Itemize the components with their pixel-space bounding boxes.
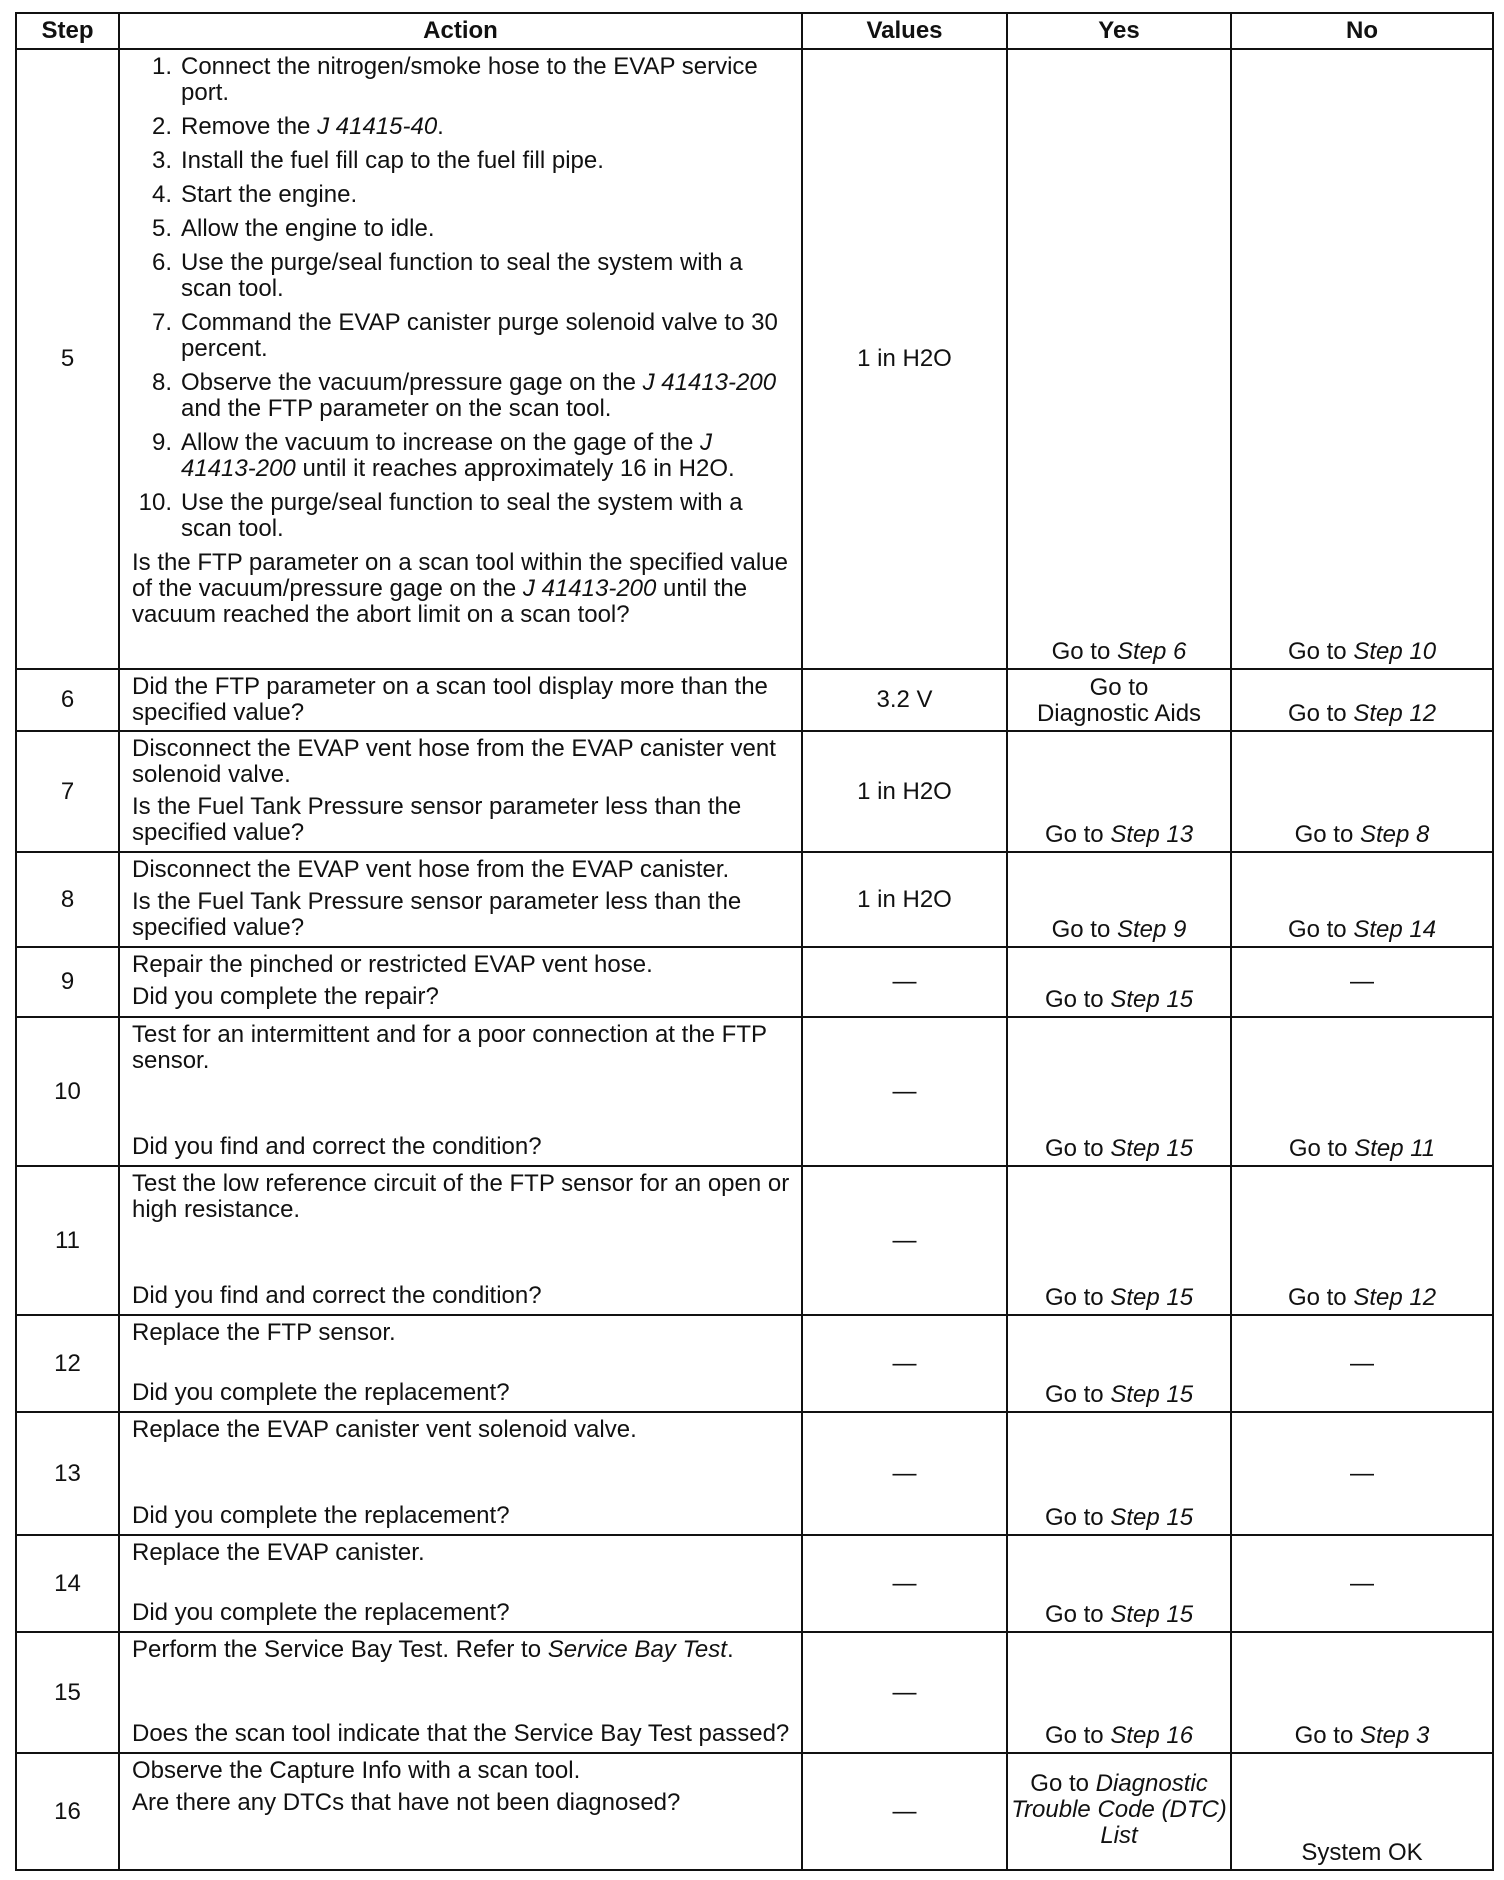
step-number: 8 — [16, 852, 119, 947]
list-item: 3. Install the fuel fill cap to the fuel fill pipe. — [151, 147, 604, 174]
question-text: Did you complete the repair? — [132, 983, 439, 1010]
step-link: Step 15 — [1110, 1504, 1194, 1531]
instruction-text: Repair the pinched or restricted EVAP vent hose. — [132, 951, 653, 978]
question-text: Did you complete the replacement? — [132, 1502, 510, 1529]
no-cell: — — [1231, 947, 1493, 1017]
step-link: Step 6 — [1116, 638, 1187, 665]
tool-reference: J 41413-200 — [522, 575, 657, 602]
no-cell: Go to Step 8 — [1231, 731, 1493, 852]
value-cell: 1 in H2O — [802, 49, 1007, 669]
yes-cell: Go to Step 15 — [1007, 1017, 1231, 1166]
no-cell: — — [1231, 1412, 1493, 1535]
action-cell — [119, 1412, 802, 1535]
instruction-text: Disconnect the EVAP vent hose from the EVAP canister. — [132, 856, 730, 883]
step-link: Step 12 — [1353, 1284, 1437, 1311]
yes-cell: Go to Diagnostic Trouble Code (DTC) List — [1007, 1753, 1231, 1870]
table-row-step-5 — [16, 49, 1493, 669]
instruction-text: Observe the Capture Info with a scan tool. — [132, 1757, 581, 1784]
no-cell: — — [1231, 1315, 1493, 1412]
action-cell — [119, 1315, 802, 1412]
tool-reference: J 41415-40 — [317, 113, 438, 140]
list-item: 4. Start the engine. — [151, 181, 358, 208]
value-cell: 1 in H2O — [802, 731, 1007, 852]
instruction-text: Test the low reference circuit of the FTP sensor for an open or high resistance. — [132, 1170, 790, 1223]
value-cell: — — [802, 1166, 1007, 1315]
step-link: Step 15 — [1110, 1381, 1194, 1408]
no-cell: Go to Step 11 — [1231, 1017, 1493, 1166]
yes-cell: Go to Step 15 — [1007, 1535, 1231, 1632]
list-item: 7. Command the EVAP canister purge solenoid valve to 30 percent. — [151, 309, 778, 362]
step-number: 16 — [16, 1753, 119, 1870]
step-link: Step 11 — [1354, 1135, 1436, 1162]
yes-cell: Go to Step 15 — [1007, 1166, 1231, 1315]
procedure-list — [132, 54, 791, 542]
table-row-step-7 — [16, 731, 1493, 852]
yes-cell: Go to Step 16 — [1007, 1632, 1231, 1753]
step-link: Step 15 — [1110, 986, 1194, 1013]
step-link: Step 15 — [1110, 1284, 1194, 1311]
value-cell: — — [802, 1315, 1007, 1412]
action-cell — [119, 1166, 802, 1315]
question-text: Did you complete the replacement? — [132, 1599, 510, 1626]
instruction-text: Replace the FTP sensor. — [132, 1319, 396, 1346]
tool-reference: J 41413-200 — [642, 369, 777, 396]
no-cell: Go to Step 12 — [1231, 1166, 1493, 1315]
list-item: 1. Connect the nitrogen/smoke hose to the EVAP service port. — [151, 53, 758, 106]
action-cell — [119, 731, 802, 852]
instruction-text: Replace the EVAP canister vent solenoid valve. — [132, 1416, 637, 1443]
table-row-step-12 — [16, 1315, 1493, 1412]
step-number: 12 — [16, 1315, 119, 1412]
question-text: Does the scan tool indicate that the Service Bay Test passed? — [132, 1720, 790, 1747]
list-item: 9. Allow the vacuum to increase on the gage of the J 41413-200 until it reaches approximately 16 in H2O. — [151, 429, 735, 482]
yes-cell: Go to Step 15 — [1007, 1412, 1231, 1535]
action-cell — [119, 1535, 802, 1632]
action-cell — [119, 669, 802, 731]
step-number: 9 — [16, 947, 119, 1017]
table-row-step-15 — [16, 1632, 1493, 1753]
action-cell — [119, 1753, 802, 1870]
table-row-step-10 — [16, 1017, 1493, 1166]
table-row-step-16 — [16, 1753, 1493, 1870]
tool-reference: J 41413-200 — [181, 429, 712, 482]
step-link: Step 3 — [1359, 1722, 1430, 1749]
step-number: 7 — [16, 731, 119, 852]
no-cell: Go to Step 3 — [1231, 1632, 1493, 1753]
list-item: 5. Allow the engine to idle. — [151, 215, 435, 242]
step-link: Step 10 — [1353, 638, 1437, 665]
value-cell: — — [802, 1412, 1007, 1535]
yes-cell: Go to Step 13 — [1007, 731, 1231, 852]
table-row-step-6 — [16, 669, 1493, 731]
list-item: 6. Use the purge/seal function to seal the system with a scan tool. — [151, 249, 743, 302]
header-yes: Yes — [1007, 13, 1231, 49]
yes-cell: Go to Step 15 — [1007, 1315, 1231, 1412]
procedure-reference: Service Bay Test — [547, 1636, 727, 1663]
step-number: 5 — [16, 49, 119, 669]
list-item: 2. Remove the J 41415-40. — [151, 113, 444, 140]
header-values: Values — [802, 13, 1007, 49]
value-cell: — — [802, 1017, 1007, 1166]
action-cell — [119, 947, 802, 1017]
table-row-step-9 — [16, 947, 1493, 1017]
no-cell: Go to Step 14 — [1231, 852, 1493, 947]
table-row-step-8 — [16, 852, 1493, 947]
step-link: Step 13 — [1110, 821, 1194, 848]
value-cell: — — [802, 1753, 1007, 1870]
step-link: Diagnostic Trouble Code (DTC) List — [1011, 1770, 1227, 1849]
no-cell: — — [1231, 1535, 1493, 1632]
step-link: Step 15 — [1110, 1135, 1194, 1162]
yes-cell: Go to Diagnostic Aids — [1007, 669, 1231, 731]
question-text: Is the Fuel Tank Pressure sensor parameter less than the specified value? — [132, 793, 742, 846]
step-link: Step 16 — [1110, 1722, 1194, 1749]
step-link: Step 12 — [1353, 700, 1437, 727]
yes-cell: Go to Step 9 — [1007, 852, 1231, 947]
question-text: Did you complete the replacement? — [132, 1379, 510, 1406]
yes-cell: Go to Step 15 — [1007, 947, 1231, 1017]
step-number: 10 — [16, 1017, 119, 1166]
action-cell — [119, 1632, 802, 1753]
step-link: Step 14 — [1353, 916, 1437, 943]
header-step: Step — [16, 13, 119, 49]
value-cell: 3.2 V — [802, 669, 1007, 731]
header-action: Action — [119, 13, 802, 49]
no-cell: System OK — [1231, 1753, 1493, 1870]
step-number: 6 — [16, 669, 119, 731]
step-link: Step 9 — [1116, 916, 1187, 943]
list-item: 10. Use the purge/seal function to seal the system with a scan tool. — [138, 489, 743, 542]
no-cell: Go to Step 12 — [1231, 669, 1493, 731]
diagnostic-table — [15, 12, 1494, 1871]
step-link: Step 15 — [1110, 1601, 1194, 1628]
header-no: No — [1231, 13, 1493, 49]
table-row-step-13 — [16, 1412, 1493, 1535]
question-text: Did you find and correct the condition? — [132, 1282, 542, 1309]
step-number: 11 — [16, 1166, 119, 1315]
header-row — [16, 13, 1493, 49]
instruction-text: Disconnect the EVAP vent hose from the EVAP canister vent solenoid valve. — [132, 735, 776, 788]
instruction-text: Test for an intermittent and for a poor connection at the FTP sensor. — [132, 1021, 767, 1074]
question-text: Is the FTP parameter on a scan tool within the specified value of the vacuum/pressure gage on the J 41413-200 until the vacuum reached the abort limit on a scan tool? — [132, 549, 788, 628]
value-cell: — — [802, 947, 1007, 1017]
no-cell: Go to Step 10 — [1231, 49, 1493, 669]
instruction-text: Replace the EVAP canister. — [132, 1539, 425, 1566]
question-text: Is the Fuel Tank Pressure sensor parameter less than the specified value? — [132, 888, 742, 941]
step-number: 14 — [16, 1535, 119, 1632]
question-text: Did the FTP parameter on a scan tool display more than the specified value? — [132, 673, 768, 726]
step-link: Step 8 — [1359, 821, 1430, 848]
value-cell: 1 in H2O — [802, 852, 1007, 947]
table-row-step-11 — [16, 1166, 1493, 1315]
action-cell — [119, 852, 802, 947]
yes-cell: Go to Step 6 — [1007, 49, 1231, 669]
value-cell: — — [802, 1632, 1007, 1753]
question-text: Did you find and correct the condition? — [132, 1133, 542, 1160]
action-cell — [119, 1017, 802, 1166]
value-cell: — — [802, 1535, 1007, 1632]
step-number: 15 — [16, 1632, 119, 1753]
action-cell — [119, 49, 802, 669]
step-number: 13 — [16, 1412, 119, 1535]
list-item: 8. Observe the vacuum/pressure gage on the J 41413-200 and the FTP parameter on the scan tool. — [151, 369, 777, 422]
table-row-step-14 — [16, 1535, 1493, 1632]
instruction-text: Perform the Service Bay Test. Refer to Service Bay Test. — [132, 1636, 734, 1663]
question-text: Are there any DTCs that have not been diagnosed? — [132, 1789, 681, 1816]
